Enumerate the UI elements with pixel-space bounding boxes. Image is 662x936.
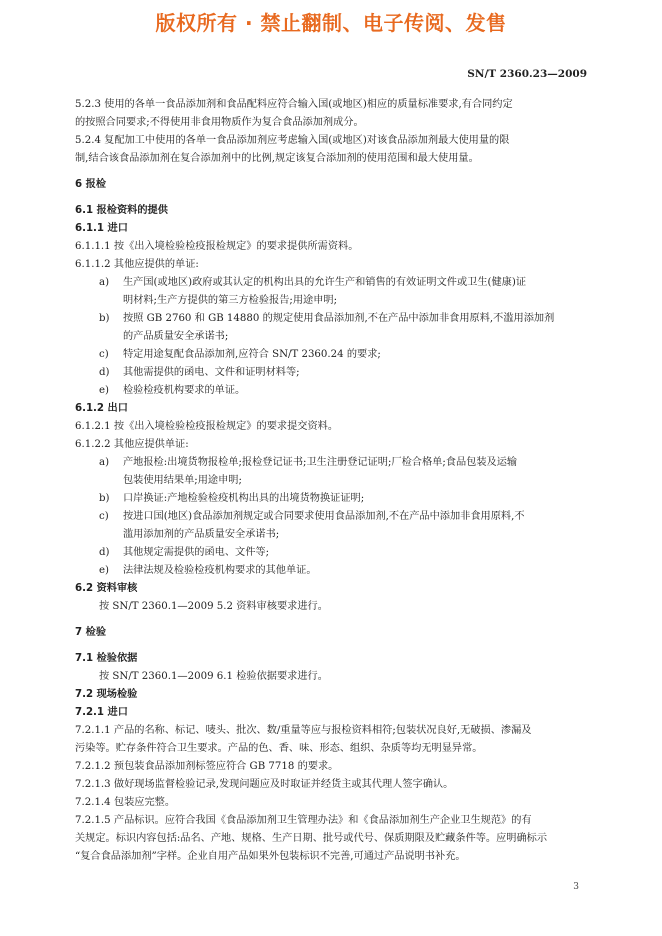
clause-7-2-1-3: 7.2.1.3 做好现场监督检验记录,发现问题应及时取证并经货主或其代理人签字确认。 (75, 779, 454, 790)
list-text: 其他需提供的函电、文件和证明材料等; (123, 367, 300, 378)
clause-7-2-1-5-cont: “复合食品添加剂”字样。企业自用产品如果外包装标识不完善,可通过产品说明书补充。 (75, 851, 466, 862)
list-text: 特定用途复配食品添加剂,应符合 SN/T 2360.24 的要求; (123, 349, 381, 360)
list-text: 检验检疫机构要求的单证。 (123, 385, 246, 396)
section-7-2-1-heading: 7.2.1 进口 (75, 707, 128, 718)
standard-code: SN/T 2360.23—2009 (467, 68, 587, 80)
list-marker: c) (99, 349, 109, 360)
section-6-1-2-heading: 6.1.2 出口 (75, 403, 128, 414)
list-item (75, 508, 591, 526)
list-item (75, 310, 591, 328)
list-marker: a) (99, 457, 110, 468)
section-6-1-heading: 6.1 报检资料的提供 (75, 205, 168, 216)
clause-6-1-2-1: 6.1.2.1 按《出入境检验检疫报检规定》的要求提交资料。 (75, 421, 339, 432)
clause-6-1-1-2: 6.1.1.2 其他应提供的单证: (75, 259, 199, 270)
clause-7-1-text: 按 SN/T 2360.1—2009 6.1 检验依据要求进行。 (99, 671, 328, 682)
clause-6-1-1-1: 6.1.1.1 按《出入境检验检疫报检规定》的要求提供所需资料。 (75, 241, 359, 252)
document-body (75, 96, 591, 866)
clause-7-2-1-5-cont: 关规定。标识内容包括:品名、产地、规格、生产日期、批号或代号、保质期限及贮藏条件等。应明确标示 (75, 833, 548, 844)
list-text: 法律法规及检验检疫机构要求的其他单证。 (123, 565, 317, 576)
list-marker: a) (99, 277, 110, 288)
clause-6-1-2-2: 6.1.2.2 其他应提供单证: (75, 439, 189, 450)
list-marker: d) (99, 367, 110, 378)
clause-5-2-3: 5.2.3 使用的各单一食品添加剂和食品配料应符合输入国(或地区)相应的质量标准要求,有合同约定 (75, 99, 513, 110)
list-text-cont: 包装使用结果单;用途申明; (123, 475, 242, 486)
clause-7-2-1-5: 7.2.1.5 产品标识。应符合我国《食品添加剂卫生管理办法》和《食品添加剂生产企业卫生规范》的有 (75, 815, 532, 826)
list-text: 生产国(或地区)政府或其认定的机构出具的允许生产和销售的有效证明文件或卫生(健康)证 (123, 277, 527, 288)
clause-7-2-1-1: 7.2.1.1 产品的名称、标记、唛头、批次、数/重量等应与报检资料相符;包装状况良好,无破损、渗漏及 (75, 725, 532, 736)
list-marker: b) (99, 493, 110, 504)
list-item (75, 490, 591, 508)
list-item (75, 454, 591, 472)
list-item (75, 382, 591, 400)
list-marker: b) (99, 313, 110, 324)
clause-7-2-1-2: 7.2.1.2 预包装食品添加剂标签应符合 GB 7718 的要求。 (75, 761, 339, 772)
section-7-2-heading: 7.2 现场检验 (75, 689, 138, 700)
list-text: 其他规定需提供的函电、文件等; (123, 547, 270, 558)
section-7-heading: 7 检验 (75, 627, 107, 638)
clause-5-2-4-cont: 制,结合该食品添加剂在复合添加剂中的比例,规定该复合添加剂的使用范围和最大使用量。 (75, 153, 479, 164)
section-7-1-heading: 7.1 检验依据 (75, 653, 138, 664)
clause-5-2-3-cont: 的按照合同要求;不得使用非食用物质作为复合食品添加剂成分。 (75, 117, 364, 128)
list-marker: d) (99, 547, 110, 558)
list-item (75, 274, 591, 292)
list-text-cont: 滥用添加剂的产品质量安全承诺书; (123, 529, 280, 540)
clause-6-2-text: 按 SN/T 2360.1—2009 5.2 资料审核要求进行。 (99, 601, 328, 612)
clause-7-2-1-4: 7.2.1.4 包装应完整。 (75, 797, 176, 808)
list-item (75, 364, 591, 382)
list-text-cont: 明材料;生产方提供的第三方检验报告;用途申明; (123, 295, 338, 306)
list-marker: c) (99, 511, 109, 522)
copyright-watermark: 版权所有 · 禁止翻制、电子传阅、发售 (155, 11, 507, 35)
list-text: 产地报检:出境货物报检单;报检登记证书;卫生注册登记证明;厂检合格单;食品包装及运输 (123, 457, 518, 468)
list-marker: e) (99, 565, 110, 576)
list-marker: e) (99, 385, 110, 396)
list-text-cont: 的产品质量安全承诺书; (123, 331, 229, 342)
section-6-1-1-heading: 6.1.1 进口 (75, 223, 128, 234)
list-item (75, 544, 591, 562)
page-number: 3 (573, 882, 579, 892)
clause-7-2-1-1-cont: 污染等。贮存条件符合卫生要求。产品的色、香、味、形态、组织、杂质等均无明显异常。 (75, 743, 483, 754)
list-text: 按进口国(地区)食品添加剂规定或合同要求使用食品添加剂,不在产品中添加非食用原料,不 (123, 511, 525, 522)
clause-5-2-4: 5.2.4 复配加工中使用的各单一食品添加剂应考虑输入国(或地区)对该食品添加剂最大使用量的限 (75, 135, 510, 146)
section-6-heading: 6 报检 (75, 179, 107, 190)
list-text: 口岸换证:产地检验检疫机构出具的出境货物换证证明; (123, 493, 365, 504)
section-6-2-heading: 6.2 资料审核 (75, 583, 138, 594)
list-text: 按照 GB 2760 和 GB 14880 的规定使用食品添加剂,不在产品中添加非食用原料,不滥用添加剂 (123, 313, 555, 324)
list-item (75, 562, 591, 580)
list-item (75, 346, 591, 364)
